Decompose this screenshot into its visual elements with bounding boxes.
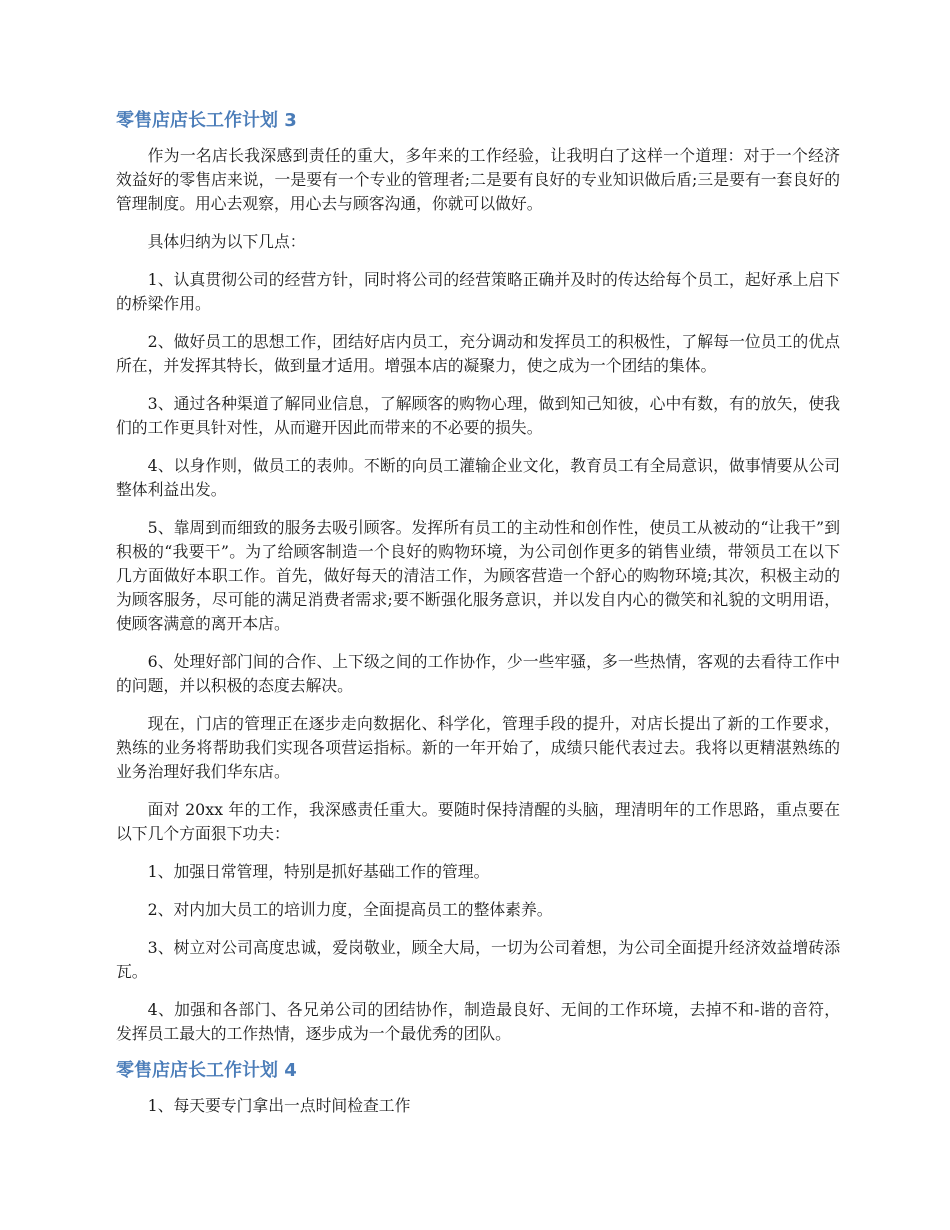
paragraph: 5、靠周到而细致的服务去吸引顾客。发挥所有员工的主动性和创作性，使员工从被动的“让我干”到积极的“我要干”。为了给顾客制造一个良好的购物环境，为公司创作更多的销售业绩，带领员工在以下几方面做好本职工作。首先，做好每天的清洁工作，为顾客营造一个舒心的购物环境;其次，积极主动的为顾客服务，尽可能的满足消费者需求;要不断强化服务意识，并以发自内心的微笑和礼貌的文明用语，使顾客满意的离开本店。: [116, 518, 840, 633]
paragraph: 作为一名店长我深感到责任的重大，多年来的工作经验，让我明白了这样一个道理：对于一个经济效益好的零售店来说，一是要有一个专业的管理者;二是要有良好的专业知识做后盾;三是要有一套良好的管理制度。用心去观察，用心去与顾客沟通，你就可以做好。: [116, 146, 840, 213]
section-heading: 零售店店长工作计划 3: [116, 110, 297, 131]
paragraph: 3、通过各种渠道了解同业信息，了解顾客的购物心理，做到知己知彼，心中有数，有的放矢，使我们的工作更具针对性，从而避开因此而带来的不必要的损失。: [116, 394, 840, 437]
section-heading: 零售店店长工作计划 4: [116, 1060, 297, 1081]
paragraph: 具体归纳为以下几点：: [147, 232, 306, 251]
paragraph: 现在，门店的管理正在逐步走向数据化、科学化，管理手段的提升，对店长提出了新的工作要求，熟练的业务将帮助我们实现各项营运指标。新的一年开始了，成绩只能代表过去。我将以更精湛熟练的业务治理好我们华东店。: [116, 714, 840, 781]
paragraph: 1、认真贯彻公司的经营方针，同时将公司的经营策略正确并及时的传达给每个员工，起好承上启下的桥梁作用。: [116, 270, 840, 313]
paragraph: 6、处理好部门间的合作、上下级之间的工作协作，少一些牢骚，多一些热情，客观的去看待工作中的问题，并以积极的态度去解决。: [116, 652, 840, 695]
paragraph: 4、以身作则，做员工的表帅。不断的向员工灌输企业文化，教育员工有全局意识，做事情要从公司整体利益出发。: [116, 456, 840, 499]
paragraph: 1、加强日常管理，特别是抓好基础工作的管理。: [147, 862, 490, 881]
paragraph: 3、树立对公司高度忠诚，爱岗敬业，顾全大局，一切为公司着想，为公司全面提升经济效益增砖添瓦。: [116, 938, 840, 981]
paragraph: 2、对内加大员工的培训力度，全面提高员工的整体素养。: [147, 900, 553, 919]
document-page: [116, 108, 840, 1118]
paragraph: 面对 20xx 年的工作，我深感责任重大。要随时保持清醒的头脑，理清明年的工作思路，重点要在以下几个方面狠下功夫：: [116, 800, 840, 843]
paragraph: 1、每天要专门拿出一点时间检查工作: [147, 1096, 411, 1115]
paragraph: 4、加强和各部门、各兄弟公司的团结协作，制造最良好、无间的工作环境，去掉不和-谐的音符，发挥员工最大的工作热情，逐步成为一个最优秀的团队。: [116, 1000, 840, 1043]
paragraph: 2、做好员工的思想工作，团结好店内员工，充分调动和发挥员工的积极性，了解每一位员工的优点所在，并发挥其特长，做到量才适用。增强本店的凝聚力，使之成为一个团结的集体。: [116, 332, 840, 375]
